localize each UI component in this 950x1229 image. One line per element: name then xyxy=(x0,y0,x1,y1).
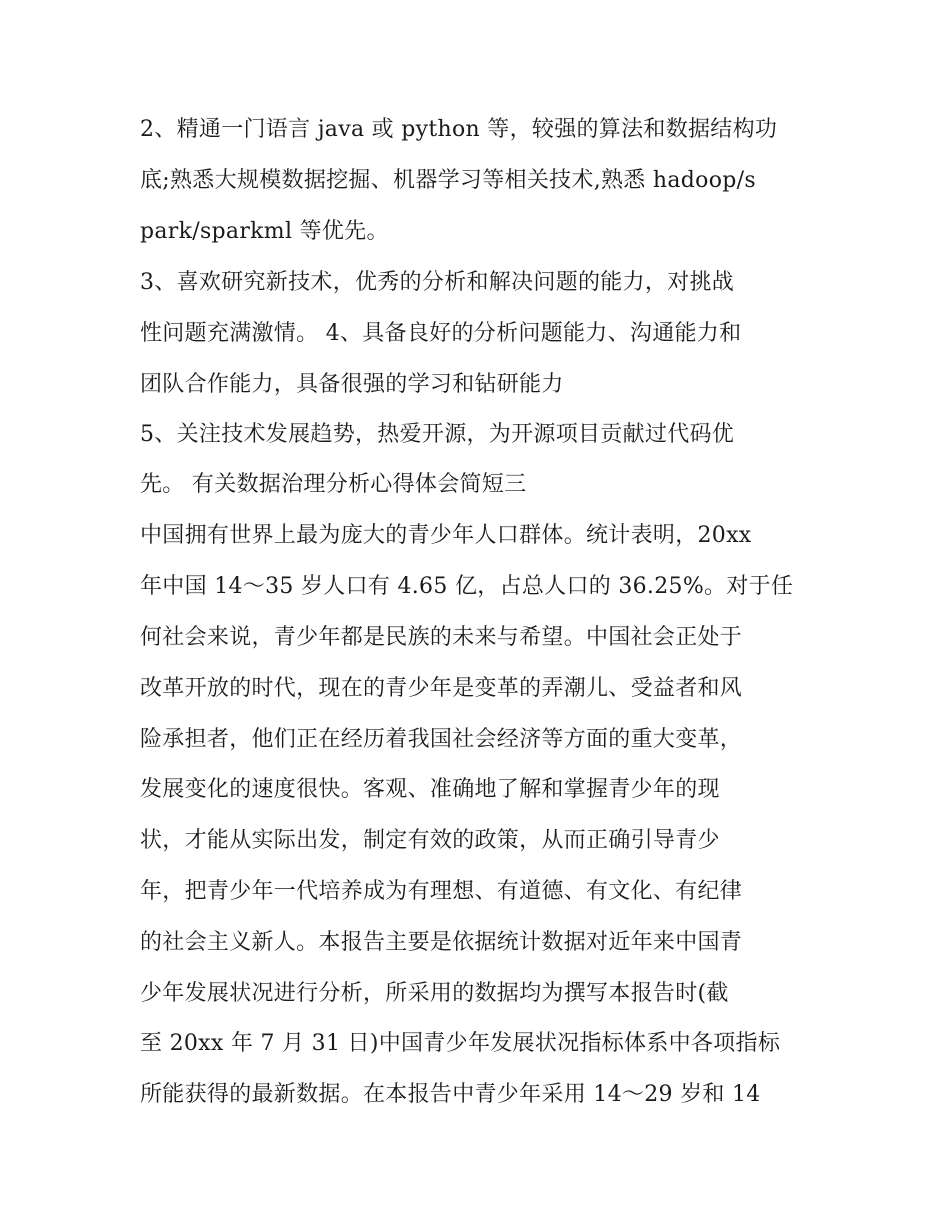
text-line-4: 3、喜欢研究新技术，优秀的分析和解决问题的能力，对挑战 xyxy=(140,270,735,295)
text-line-7: 5、关注技术发展趋势，热爱开源，为开源项目贡献过代码优 xyxy=(140,422,735,447)
text-line-9: 中国拥有世界上最为庞大的青少年人口群体。统计表明，20xx xyxy=(140,523,752,548)
text-line-19: 至 20xx 年 7 月 31 日)中国青少年发展状况指标体系中各项指标 xyxy=(140,1031,781,1056)
text-line-20: 所能获得的最新数据。在本报告中青少年采用 14～29 岁和 14 xyxy=(140,1082,761,1107)
text-line-14: 发展变化的速度很快。客观、准确地了解和掌握青少年的现 xyxy=(140,777,720,802)
text-line-15: 状，才能从实际出发，制定有效的政策，从而正确引导青少 xyxy=(140,828,720,853)
text-line-2: 底;熟悉大规模数据挖掘、机器学习等相关技术,熟悉 hadoop/s xyxy=(140,168,756,193)
text-line-1: 2、精通一门语言 java 或 python 等，较强的算法和数据结构功 xyxy=(140,117,778,142)
text-line-16: 年，把青少年一代培养成为有理想、有道德、有文化、有纪律 xyxy=(140,879,743,904)
text-line-5: 性问题充满激情。 4、具备良好的分析问题能力、沟通能力和 xyxy=(140,321,742,346)
text-line-6: 团队合作能力，具备很强的学习和钻研能力 xyxy=(140,372,564,397)
text-line-11: 何社会来说，青少年都是民族的未来与希望。中国社会正处于 xyxy=(140,625,743,650)
text-line-12: 改革开放的时代，现在的青少年是变革的弄潮儿、受益者和风 xyxy=(140,676,743,701)
text-line-18: 少年发展状况进行分析，所采用的数据均为撰写本报告时(截 xyxy=(140,981,729,1006)
text-line-3: park/sparkml 等优先。 xyxy=(140,219,389,244)
text-line-17: 的社会主义新人。本报告主要是依据统计数据对近年来中国青 xyxy=(140,930,743,955)
text-line-10: 年中国 14～35 岁人口有 4.65 亿，占总人口的 36.25%。对于任 xyxy=(140,574,794,599)
text-line-13: 险承担者，他们正在经历着我国社会经济等方面的重大变革， xyxy=(140,727,743,752)
text-line-8: 先。 有关数据治理分析心得体会简短三 xyxy=(140,472,527,497)
